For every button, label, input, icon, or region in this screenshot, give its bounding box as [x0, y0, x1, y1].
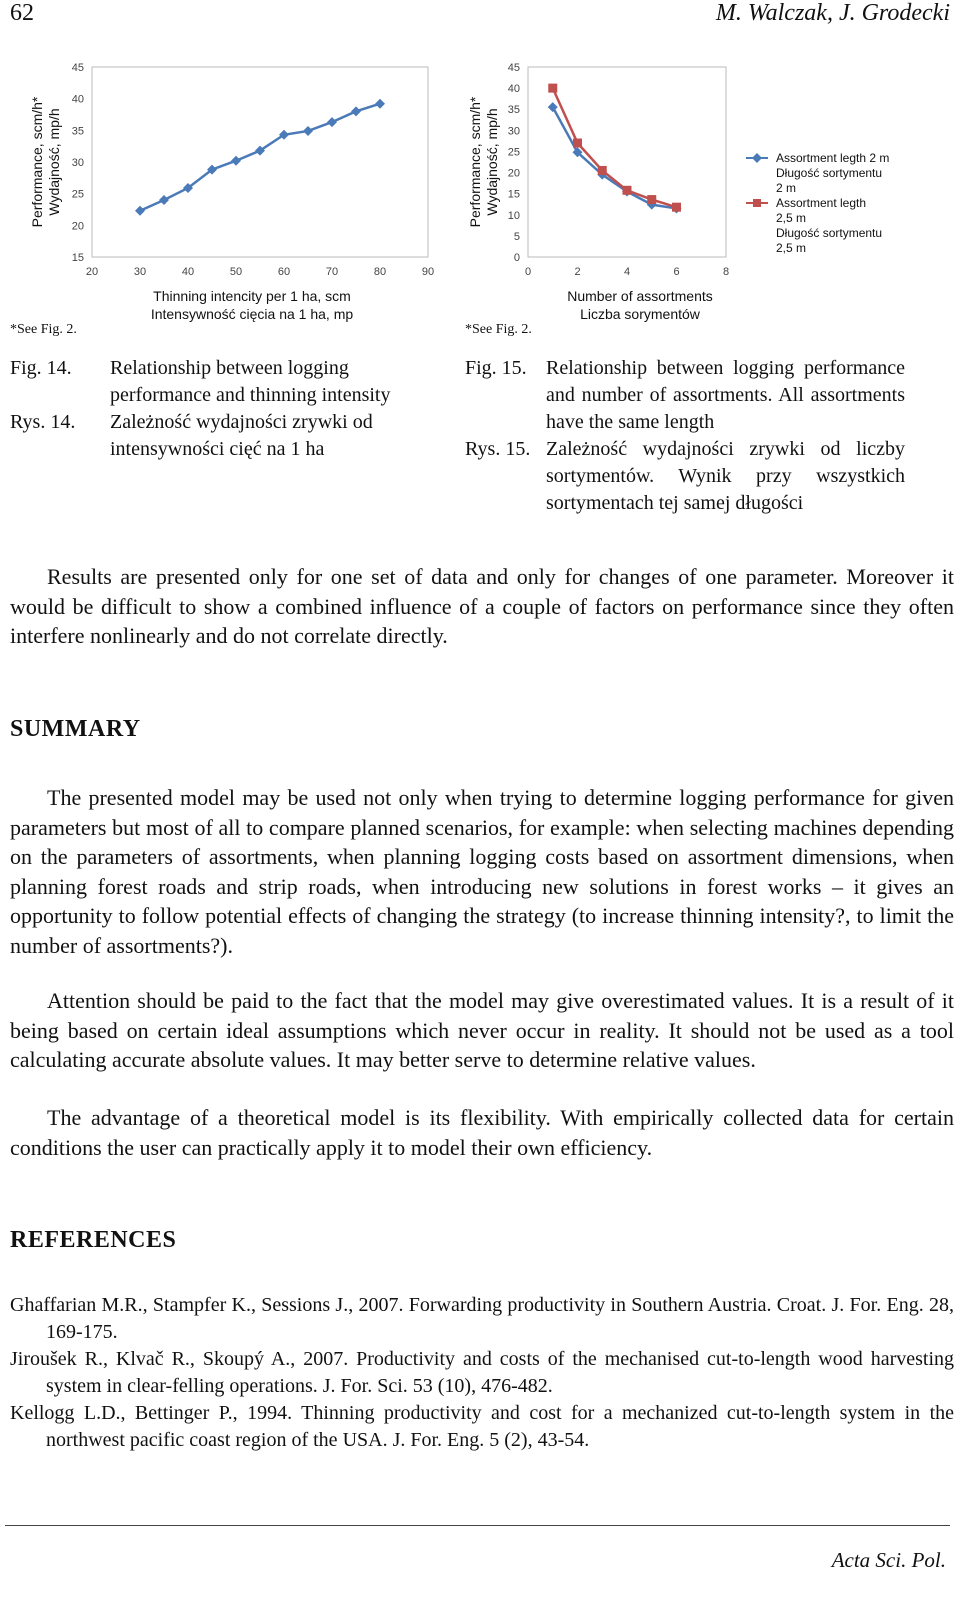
y-tick-label: 35 [507, 104, 520, 117]
figure-15 [465, 55, 950, 514]
x-tick-label: 30 [133, 266, 147, 278]
reference-item: Ghaffarian M.R., Stampfer K., Sessions J., 2007. Forwarding productivity in Southern Austria. Croat. J. For. Eng. 28, 169-175. [10, 1294, 954, 1343]
data-point [375, 99, 385, 109]
legend-label: 2,5 m [776, 211, 807, 225]
x-axis-label: Thinning intencity per 1 ha, scm [153, 288, 351, 304]
x-tick-label: 40 [181, 266, 195, 278]
caption-label: Rys. 14. [10, 411, 76, 433]
y-axis-label: Wydajność, mp/h [484, 108, 500, 216]
data-point [303, 126, 313, 136]
y-tick-label: 20 [71, 220, 84, 233]
caption-label: Rys. 15. [465, 438, 531, 460]
x-tick-label: 70 [325, 266, 339, 278]
data-point [573, 139, 582, 148]
y-tick-label: 25 [71, 188, 84, 201]
intro-paragraph: Results are presented only for one set of data and only for changes of one parameter. Moreover it would be difficult to show a combined influence of a couple of factors on performance since they often interfere nonlinearly and do not correlate directly. [10, 564, 954, 648]
plot-area [528, 67, 726, 257]
figure-15-caption-pl [465, 436, 905, 517]
figure-15-caption [465, 355, 905, 517]
figure-14-caption-en [10, 355, 440, 409]
legend-swatch-marker [753, 199, 761, 207]
figure-14-footnote: *See Fig. 2. [10, 322, 77, 337]
x-tick-label: 90 [421, 266, 435, 278]
summary-paragraph-1: The presented model may be used not only when trying to determine logging performance for given parameters but most of all to compare planned scenarios, for example: when selecting machines depending on the parameters of assortments, when planning logging costs based on assortment dimensions, when planning forest roads and strip roads, when introducing new solutions in forest works – it gives an opportunity to follow potential effects of changing the strategy (to increase thinning intensity?, to limit the number of assortments?). [10, 785, 954, 958]
page-number: 62 [10, 0, 34, 26]
data-point [135, 206, 145, 216]
caption-label: Fig. 14. [10, 357, 72, 379]
data-point [623, 186, 632, 195]
journal-name: Acta Sci. Pol. [831, 1548, 946, 1572]
data-point [548, 102, 558, 112]
x-axis-label: Number of assortments [567, 288, 713, 304]
caption-text: Relationship between logging performance and number of assortments. All assortments have the same length [546, 357, 905, 433]
series-line [553, 107, 677, 208]
x-tick-label: 4 [623, 266, 631, 278]
y-tick-label: 5 [513, 230, 520, 243]
y-tick-label: 20 [507, 167, 520, 180]
y-tick-label: 30 [71, 157, 84, 169]
x-tick-label: 8 [722, 266, 730, 278]
figure-14-chart [10, 55, 450, 335]
x-tick-label: 0 [524, 266, 532, 278]
figure-15-caption-en [465, 355, 905, 436]
y-tick-label: 10 [507, 209, 520, 222]
y-tick-label: 15 [507, 188, 520, 201]
running-authors: M. Walczak, J. Grodecki [715, 0, 950, 26]
x-tick-label: 2 [574, 266, 581, 278]
y-tick-label: 40 [507, 83, 520, 96]
data-point [598, 166, 607, 175]
references-heading: REFERENCES [10, 1227, 177, 1253]
figure-15-footnote: *See Fig. 2. [465, 322, 532, 337]
data-point [351, 106, 361, 116]
y-axis-label: Performance, scm/h* [29, 96, 45, 228]
x-tick-label: 60 [277, 266, 291, 278]
page-header [0, 0, 960, 40]
x-axis-label: Intensywność cięcia na 1 ha, mp [150, 306, 354, 322]
x-tick-label: 50 [229, 266, 243, 278]
figure-14-caption-pl [10, 409, 440, 463]
y-axis-label: Performance, scm/h* [467, 96, 483, 228]
legend-swatch-marker [752, 153, 762, 163]
caption-text: Zależność wydajności zrywki od intensywności cięć na 1 ha [110, 411, 373, 460]
figure-14-caption [10, 355, 440, 463]
y-tick-label: 0 [513, 252, 520, 264]
reference-item: Jiroušek R., Klvač R., Skoupý A., 2007. Productivity and costs of the mechanised cut-to-length wood harvesting system in clear-felling operations. J. For. Sci. 53 (10), 476-482. [10, 1348, 954, 1397]
legend-label: Assortment legth 2 m [776, 151, 890, 165]
footer-rule [5, 1525, 950, 1526]
legend-label: Assortment legth [776, 196, 867, 210]
legend-label: Długość sortymentu [776, 226, 883, 240]
caption-text: Relationship between logging performance and thinning intensity [110, 357, 391, 406]
x-tick-label: 20 [85, 266, 99, 278]
figure-14 [10, 55, 450, 460]
plot-area [92, 67, 428, 257]
data-point [159, 195, 169, 205]
data-point [647, 195, 656, 204]
series-line [553, 88, 677, 207]
x-tick-label: 6 [673, 266, 680, 278]
legend-label: 2,5 m [776, 241, 807, 255]
summary-heading: SUMMARY [10, 716, 141, 742]
x-tick-label: 80 [373, 266, 387, 278]
summary-paragraph-3: The advantage of a theoretical model is its flexibility. With empirically collected data for certain conditions the user can practically apply it to model their own efficiency. [10, 1105, 954, 1160]
data-point [327, 117, 337, 127]
legend-label: Długość sortymentu [776, 166, 883, 180]
y-tick-label: 25 [507, 146, 520, 159]
y-axis-label: Wydajność, mp/h [46, 108, 62, 216]
x-axis-label: Liczba sorymentów [580, 306, 700, 322]
figure-15-chart [467, 55, 950, 335]
data-point [548, 84, 557, 93]
data-point [231, 156, 241, 166]
y-tick-label: 45 [507, 62, 520, 74]
summary-paragraph-2: Attention should be paid to the fact that the model may give overestimated values. It is a result of it being based on certain ideal assumptions which never occur in reality. It should not be used as a tool calculating accurate absolute values. It may better serve to determine relative values. [10, 988, 954, 1072]
reference-item: Kellogg L.D., Bettinger P., 1994. Thinning productivity and cost for a mechanized cut-to-length system in the northwest pacific coast region of the USA. J. For. Eng. 5 (2), 43-54. [10, 1402, 954, 1451]
y-tick-label: 35 [71, 125, 84, 138]
y-tick-label: 15 [71, 252, 84, 264]
y-tick-label: 45 [71, 62, 84, 74]
caption-label: Fig. 15. [465, 357, 527, 379]
y-tick-label: 30 [507, 125, 520, 138]
legend-label: 2 m [776, 181, 797, 195]
data-point [672, 203, 681, 212]
caption-text: Zależność wydajności zrywki od liczby sortymentów. Wynik przy wszystkich sortymentach tej samej długości [546, 438, 905, 514]
y-tick-label: 40 [71, 93, 84, 106]
series-line [140, 104, 380, 211]
